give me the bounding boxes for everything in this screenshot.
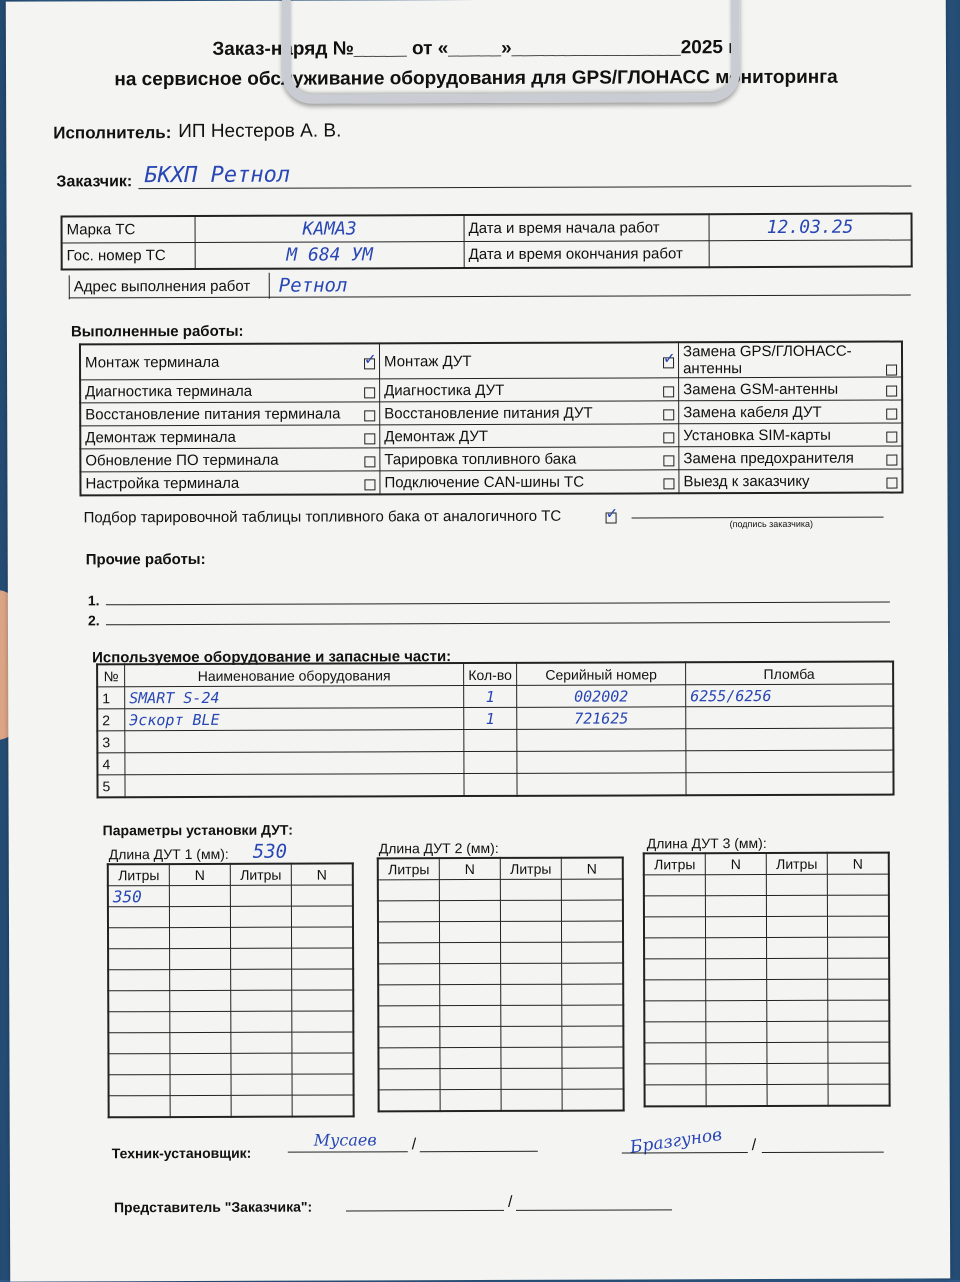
dut-cell — [767, 979, 828, 1000]
equipment-cell-seal — [686, 728, 894, 751]
dut-cell — [501, 1026, 562, 1047]
dut-cell — [108, 928, 170, 949]
equipment-cell-qty: 1 — [464, 707, 517, 729]
dut-cell — [378, 901, 440, 922]
dut-cell — [562, 1005, 624, 1026]
equipment-row — [97, 772, 893, 797]
dut-cell — [828, 1021, 890, 1042]
dut-header-n: N — [291, 863, 353, 885]
plate-value: М 684 УМ — [286, 244, 374, 266]
dut-cell — [231, 1074, 292, 1095]
dut-cell — [170, 969, 231, 990]
start-label: Дата и время начала работ — [464, 214, 709, 241]
plate-label: Гос. номер ТС — [62, 242, 196, 269]
dut-cell — [170, 948, 231, 969]
installer-signature-line — [622, 1152, 748, 1153]
equipment-cell-serial — [517, 729, 686, 752]
dut-cell — [501, 942, 562, 963]
dut-cell — [766, 916, 827, 937]
work-item-label: Тарировка топливного бака — [384, 450, 577, 468]
work-item-checkbox[interactable] — [886, 365, 897, 376]
dut-cell — [109, 1075, 171, 1096]
equipment-cell-qty — [464, 751, 517, 773]
work-item-checkbox[interactable] — [364, 433, 375, 444]
dut-cell — [170, 1095, 231, 1117]
dut-cell — [170, 990, 231, 1011]
dut-cell — [291, 885, 353, 906]
dut-cell — [645, 1085, 707, 1107]
installer-slash: / — [411, 1136, 417, 1154]
equipment-cell-qty — [464, 773, 517, 796]
equipment-row — [97, 728, 893, 753]
equipment-cell-seal — [686, 772, 894, 795]
work-item-checkbox[interactable] — [663, 386, 674, 397]
installer-signature-line-2 — [762, 1152, 884, 1153]
dut-cell — [501, 1089, 562, 1111]
dut-title: Параметры установки ДУТ: — [102, 821, 293, 839]
dut-cell — [705, 916, 766, 937]
dut-header-liters: Литры — [644, 853, 706, 875]
dut-cell — [169, 906, 230, 927]
dut-cell — [292, 1074, 354, 1095]
dut-cell — [706, 1063, 767, 1084]
dut-cell — [439, 921, 500, 942]
dut-cell — [705, 895, 766, 916]
dut-cell — [828, 1000, 890, 1021]
dut-cell — [501, 963, 562, 984]
dut-header-liters: Литры — [108, 864, 170, 886]
dut-cell — [561, 879, 623, 900]
address-divider — [269, 273, 270, 299]
dut1-length-label: Длина ДУТ 1 (мм): — [108, 845, 229, 863]
equipment-row — [97, 750, 893, 775]
work-order-sheet — [6, 0, 950, 1282]
dut-cell — [562, 1026, 624, 1047]
other-works-line-2 — [106, 622, 890, 626]
tank-table-selection-label: Подбор тарировочной таблицы топливного бака от аналогичного ТС — [83, 507, 562, 527]
dut-cell — [378, 1048, 440, 1069]
dut-cell — [501, 984, 562, 1005]
dut-cell — [767, 1084, 828, 1106]
other-works-line-1 — [106, 602, 890, 606]
work-item-checkbox[interactable] — [663, 432, 674, 443]
work-item-label: Замена кабеля ДУТ — [683, 403, 822, 421]
dut1-length-value: 530 — [252, 840, 288, 863]
other-works-title: Прочие работы: — [85, 550, 206, 569]
dut3-table — [643, 852, 891, 1108]
dut-cell — [500, 921, 561, 942]
dut-cell — [108, 991, 170, 1012]
dut-cell — [644, 1022, 706, 1043]
dut-cell — [292, 969, 354, 990]
work-item-label: Демонтаж терминала — [85, 428, 236, 446]
equipment-cell-num: 5 — [97, 775, 125, 798]
work-item-checkbox[interactable] — [364, 387, 375, 398]
dut-cell — [500, 879, 561, 900]
customer-rep-label: Представитель "Заказчика": — [113, 1198, 313, 1216]
work-item-label: Подключение CAN-шины ТС — [384, 473, 585, 491]
dut-cell — [378, 922, 440, 943]
dut-cell — [828, 1084, 890, 1106]
dut-cell — [440, 942, 501, 963]
dut-cell — [644, 1001, 706, 1022]
dut-cell — [828, 1042, 890, 1063]
dut-cell — [500, 900, 561, 921]
equipment-cell-num: 2 — [97, 709, 125, 731]
equipment-header-qty: Кол-во — [464, 663, 517, 686]
equipment-header-seal: Пломба — [686, 662, 894, 685]
work-item-label: Замена GSM-антенны — [683, 380, 839, 398]
dut-cell — [501, 1005, 562, 1026]
dut-cell — [231, 1032, 292, 1053]
brand-label: Марка ТС — [62, 216, 196, 243]
dut-cell — [766, 895, 827, 916]
clipboard-clip — [282, 0, 740, 104]
dut-cell — [378, 1027, 440, 1048]
equipment-cell-qty: 1 — [464, 685, 517, 707]
dut-cell — [440, 1047, 501, 1068]
dut-cell — [291, 906, 353, 927]
brand-value: КАМАЗ — [302, 218, 357, 240]
dut-cell — [706, 979, 767, 1000]
dut-header-liters: Литры — [766, 853, 827, 875]
dut-header-liters: Литры — [378, 858, 440, 880]
dut-cell — [562, 984, 624, 1005]
equipment-row — [97, 706, 893, 731]
dut-cell — [644, 1064, 706, 1085]
dut-header-liters: Литры — [500, 858, 561, 880]
dut-cell — [230, 885, 291, 906]
executor-value: ИП Нестеров А. В. — [178, 120, 342, 143]
dut-cell — [231, 990, 292, 1011]
dut-cell — [439, 879, 500, 900]
equipment-table — [96, 661, 894, 799]
customer-rep-line — [346, 1210, 504, 1212]
dut-cell — [828, 979, 890, 1000]
work-item-checkbox[interactable] — [364, 456, 375, 467]
works-table — [79, 341, 904, 497]
work-item-checkbox[interactable] — [364, 479, 375, 490]
dut-cell — [767, 958, 828, 979]
work-item-checkbox[interactable] — [364, 410, 375, 421]
dut-cell — [706, 1084, 767, 1106]
work-item-label: Диагностика ДУТ — [384, 381, 505, 399]
dut-cell — [378, 985, 440, 1006]
dut-cell — [828, 937, 890, 958]
end-value — [709, 240, 912, 267]
dut-cell — [440, 984, 501, 1005]
address-value: Ретнол — [278, 274, 348, 297]
dut-cell — [706, 1042, 767, 1063]
work-item-label: Замена GPS/ГЛОНАСС-антенны — [682, 342, 852, 378]
dut-cell — [169, 885, 230, 906]
equipment-cell-seal — [686, 750, 894, 773]
dut-cell — [827, 895, 889, 916]
installer-name-handwritten: Мусаев — [313, 1130, 377, 1150]
dut-cell: 350 — [108, 886, 170, 907]
dut-cell — [292, 1053, 354, 1074]
equipment-cell-name — [125, 752, 464, 775]
document-title-line2: на сервисное обслуживание оборудования для GPS/ГЛОНАСС мониторинга — [114, 66, 838, 91]
work-item-label: Установка SIM-карты — [683, 426, 831, 444]
dut-cell — [292, 1095, 354, 1117]
customer-value: БКХП Ретнол — [144, 162, 291, 189]
dut-cell — [562, 942, 624, 963]
work-item-label: Демонтаж ДУТ — [384, 427, 489, 445]
dut2-table — [377, 856, 625, 1112]
installer-name-line — [288, 1151, 408, 1152]
dut-cell — [767, 937, 828, 958]
dut-cell — [378, 943, 440, 964]
installer-signature-slash: / — [751, 1137, 757, 1155]
dut-header-n: N — [827, 853, 889, 875]
equipment-header-num: № — [97, 664, 125, 687]
dut-cell — [292, 1011, 354, 1032]
dut-cell — [379, 1090, 441, 1112]
work-item-checkbox[interactable] — [886, 454, 897, 465]
dut-cell — [292, 948, 354, 969]
work-item-checkbox[interactable] — [663, 455, 674, 466]
dut-cell — [706, 937, 767, 958]
work-item-checkbox[interactable] — [663, 409, 674, 420]
dut-cell — [827, 874, 889, 895]
dut2-length-label: Длина ДУТ 2 (мм): — [378, 839, 499, 857]
dut-header-n: N — [169, 864, 230, 886]
work-item-label: Восстановление питания терминала — [85, 404, 341, 423]
installer-label: Техник-установщик: — [111, 1144, 252, 1162]
dut-cell — [170, 927, 231, 948]
equipment-header-serial: Серийный номер — [517, 662, 686, 685]
dut-cell — [705, 874, 766, 895]
dut-cell — [828, 1063, 890, 1084]
work-item-label: Настройка терминала — [85, 474, 240, 492]
equipment-cell-num: 3 — [97, 731, 125, 753]
dut-cell — [644, 959, 706, 980]
equipment-cell-qty — [464, 729, 517, 751]
dut-cell — [706, 1021, 767, 1042]
dut-cell — [378, 964, 440, 985]
dut-cell — [378, 880, 440, 901]
start-value: 12.03.25 — [766, 216, 854, 238]
dut-cell — [292, 1032, 354, 1053]
dut-cell — [108, 907, 170, 928]
dut-cell — [231, 948, 292, 969]
dut-cell — [230, 906, 291, 927]
dut-cell — [378, 1006, 440, 1027]
equipment-cell-seal — [686, 706, 894, 729]
vehicle-table — [61, 212, 913, 270]
dut-cell — [827, 916, 889, 937]
work-item-label: Диагностика терминала — [85, 382, 253, 400]
dut-cell — [292, 990, 354, 1011]
customer-rep-line-2 — [516, 1209, 672, 1211]
dut-cell — [767, 1021, 828, 1042]
dut-cell — [108, 949, 170, 970]
customer-rep-slash: / — [507, 1193, 513, 1211]
dut-cell — [440, 1089, 501, 1111]
other-works-item-1: 1. — [87, 592, 100, 609]
work-item-checkbox[interactable] — [364, 358, 375, 369]
dut-cell — [440, 1026, 501, 1047]
dut-cell — [767, 1063, 828, 1084]
dut-cell — [562, 1047, 624, 1068]
equipment-header-name: Наименование оборудования — [125, 663, 464, 687]
work-item-label: Выезд к заказчику — [683, 472, 810, 490]
tank-table-selection-checkbox[interactable] — [606, 513, 617, 524]
dut-cell — [766, 874, 827, 895]
equipment-cell-seal: 6255/6256 — [686, 684, 894, 707]
dut-cell — [170, 1053, 231, 1074]
equipment-cell-serial — [517, 773, 686, 796]
work-item-label: Монтаж ДУТ — [383, 352, 472, 370]
dut-header-n: N — [705, 853, 766, 875]
dut-cell — [231, 1095, 292, 1117]
equipment-cell-name — [125, 774, 464, 798]
work-item-label: Замена предохранителя — [683, 449, 854, 467]
executor-label: Исполнитель: — [53, 123, 172, 143]
dut-cell — [231, 1053, 292, 1074]
work-item-label: Обновление ПО терминала — [85, 451, 279, 469]
installer-name-line-2 — [420, 1151, 538, 1152]
other-works-item-2: 2. — [87, 612, 100, 629]
dut-cell — [108, 1054, 170, 1075]
end-label: Дата и время окончания работ — [464, 241, 709, 268]
dut-cell — [644, 1043, 706, 1064]
equipment-cell-serial: 002002 — [517, 685, 686, 708]
equipment-cell-name: Эскорт BLE — [125, 708, 464, 731]
dut-cell — [706, 1000, 767, 1021]
works-title: Выполненные работы: — [70, 322, 244, 341]
dut-cell — [644, 980, 706, 1001]
work-item-label: Монтаж терминала — [84, 353, 220, 371]
address-label: Адрес выполнения работ — [69, 275, 251, 300]
work-item-label: Восстановление питания ДУТ — [384, 404, 593, 422]
equipment-row — [97, 684, 893, 709]
dut3-length-label: Длина ДУТ 3 (мм): — [646, 834, 767, 852]
work-item-checkbox[interactable] — [886, 408, 897, 419]
dut-cell — [231, 927, 292, 948]
dut-cell — [767, 1000, 828, 1021]
dut-header-n: N — [439, 858, 500, 880]
equipment-cell-num: 1 — [97, 687, 125, 709]
dut-cell — [108, 970, 170, 991]
dut-cell — [562, 1068, 624, 1089]
customer-signature-caption: (подпись заказчика) — [729, 518, 813, 530]
dut-cell — [109, 1096, 171, 1118]
dut-cell — [170, 1011, 231, 1032]
work-item-checkbox[interactable] — [886, 477, 897, 488]
dut-cell — [644, 938, 706, 959]
dut-cell — [561, 921, 623, 942]
dut-cell — [440, 963, 501, 984]
dut1-table — [107, 862, 355, 1118]
work-item-checkbox[interactable] — [663, 478, 674, 489]
work-item-checkbox[interactable] — [886, 385, 897, 396]
dut-cell — [562, 963, 624, 984]
dut-cell — [378, 1069, 440, 1090]
equipment-cell-name: SMART S-24 — [125, 686, 464, 709]
equipment-title: Используемое оборудование и запасные части: — [92, 648, 452, 667]
dut-cell — [644, 875, 706, 896]
equipment-cell-num: 4 — [97, 753, 125, 775]
work-item-checkbox[interactable] — [663, 357, 674, 368]
equipment-cell-serial: 721625 — [517, 707, 686, 730]
dut-cell — [767, 1042, 828, 1063]
dut-cell — [231, 1011, 292, 1032]
dut-cell — [231, 969, 292, 990]
dut-header-n: N — [561, 857, 623, 879]
dut-cell — [501, 1068, 562, 1089]
dut-cell — [828, 958, 890, 979]
dut-cell — [440, 1068, 501, 1089]
dut-cell — [440, 1005, 501, 1026]
dut-cell — [706, 958, 767, 979]
dut-cell — [501, 1047, 562, 1068]
dut-cell — [170, 1074, 231, 1095]
dut-cell — [562, 1089, 624, 1111]
dut-cell — [292, 927, 354, 948]
work-item-checkbox[interactable] — [886, 431, 897, 442]
dut-cell — [108, 1033, 170, 1054]
dut-cell — [644, 896, 706, 917]
dut-cell — [170, 1032, 231, 1053]
document-title-line1: Заказ-наряд №_____ от «_____»________________2025 г. — [212, 37, 740, 60]
dut-cell — [439, 900, 500, 921]
customer-label: Заказчик: — [56, 173, 133, 191]
equipment-cell-serial — [517, 751, 686, 774]
dut-cell — [561, 900, 623, 921]
equipment-cell-name — [125, 730, 464, 753]
dut-header-liters: Литры — [230, 864, 291, 886]
dut-cell — [644, 917, 706, 938]
installer-signature: Бразгунов — [628, 1124, 724, 1158]
dut-cell — [108, 1012, 170, 1033]
